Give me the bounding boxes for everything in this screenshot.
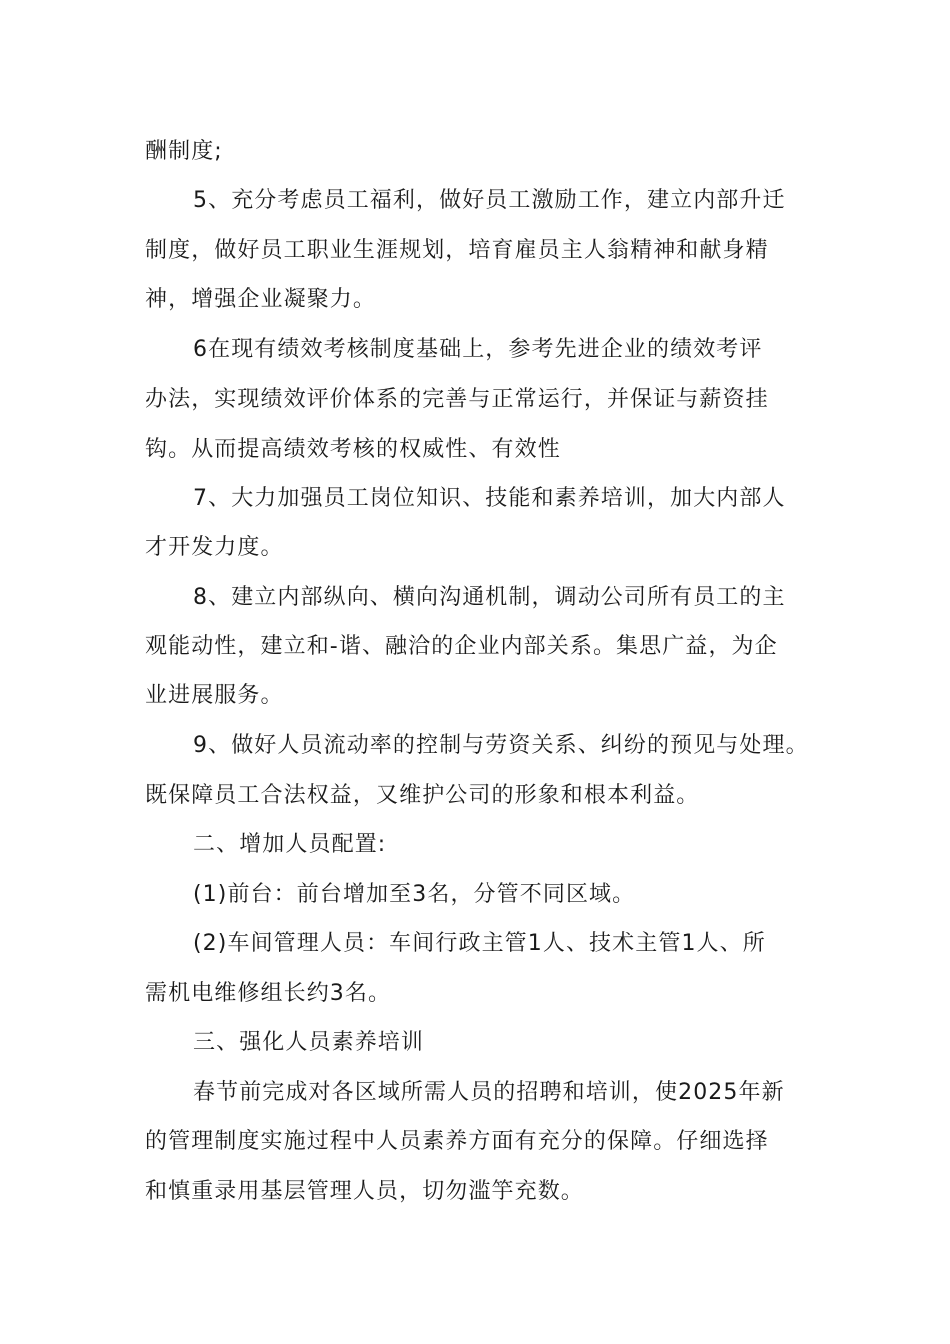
text-line: 和慎重录用基层管理人员，切勿滥竽充数。 <box>145 1179 584 1204</box>
text-line: 的管理制度实施过程中人员素养方面有充分的保障。仔细选择 <box>145 1129 769 1154</box>
section-heading: 三、强化人员素养培训 <box>193 1030 425 1055</box>
text-line: 7、大力加强员工岗位知识、技能和素养培训，加大内部人 <box>193 486 786 511</box>
text-line: 春节前完成对各区域所需人员的招聘和培训，使2025年新 <box>193 1080 785 1105</box>
text-line: 钩。从而提高绩效考核的权威性、有效性 <box>145 437 561 462</box>
text-line: 8、建立内部纵向、横向沟通机制，调动公司所有员工的主 <box>193 585 786 610</box>
text-line: 6在现有绩效考核制度基础上，参考先进企业的绩效考评 <box>193 337 763 362</box>
text-line: 需机电维修组长约3名。 <box>145 981 392 1006</box>
text-line: 神，增强企业凝聚力。 <box>145 287 377 312</box>
text-line: 9、做好人员流动率的控制与劳资关系、纠纷的预见与处理。 <box>193 733 809 758</box>
text-line: (1)前台：前台增加至3名，分管不同区域。 <box>193 882 636 907</box>
text-line: (2)车间管理人员：车间行政主管1人、技术主管1人、所 <box>193 931 766 956</box>
text-line: 5、充分考虑员工福利，做好员工激励工作，建立内部升迁 <box>193 188 786 213</box>
text-line: 观能动性，建立和-谐、融洽的企业内部关系。集思广益，为企 <box>145 634 778 659</box>
text-line: 业进展服务。 <box>145 683 284 708</box>
text-line: 酬制度; <box>145 139 223 164</box>
text-line: 既保障员工合法权益，又维护公司的形象和根本利益。 <box>145 783 700 808</box>
text-line: 制度，做好员工职业生涯规划，培育雇员主人翁精神和献身精 <box>145 238 769 263</box>
section-heading: 二、增加人员配置: <box>193 832 387 857</box>
text-line: 办法，实现绩效评价体系的完善与正常运行，并保证与薪资挂 <box>145 387 769 412</box>
text-line: 才开发力度。 <box>145 535 284 560</box>
